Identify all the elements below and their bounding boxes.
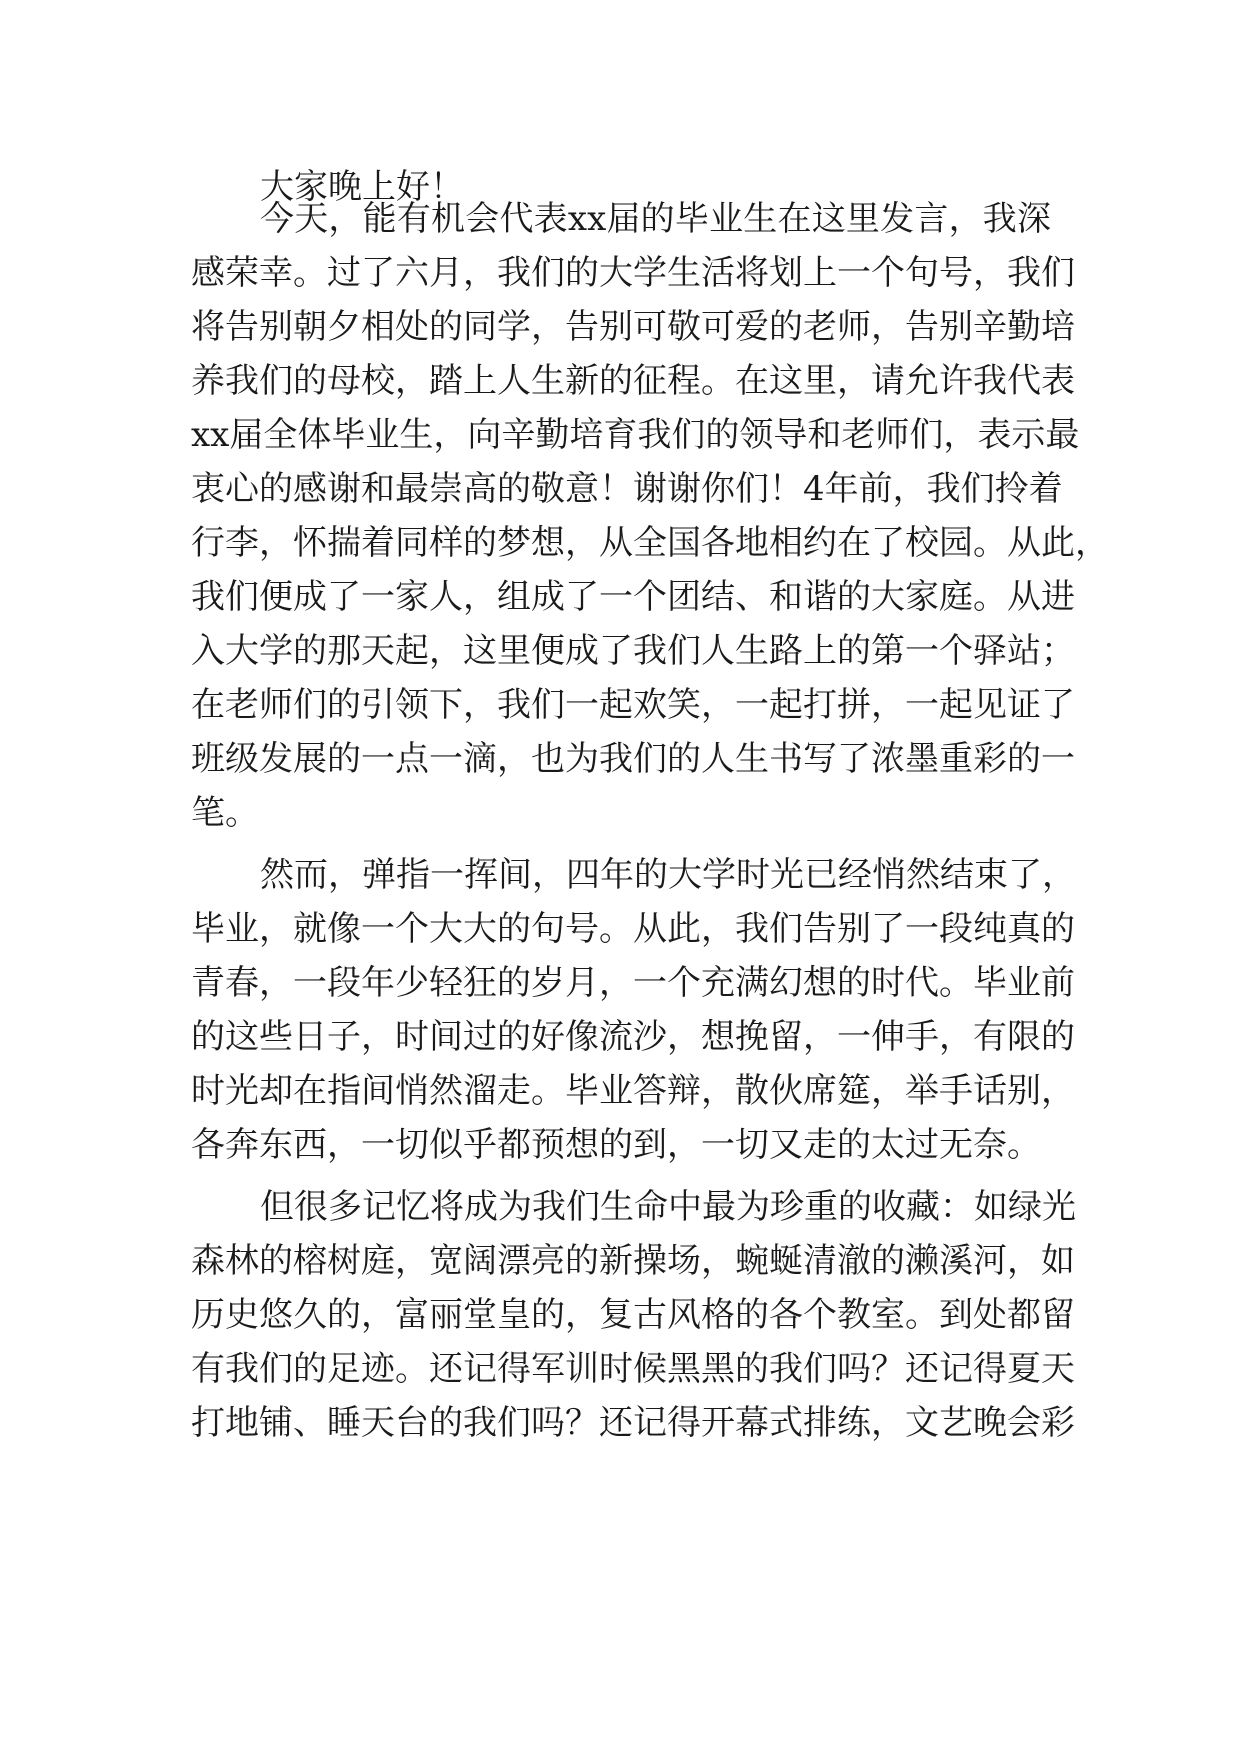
text-line: 班级发展的一点一滴，也为我们的人生书写了浓墨重彩的一	[191, 739, 1075, 779]
text-line: 毕业，就像一个大大的句号。从此，我们告别了一段纯真的	[191, 909, 1075, 949]
text-line: 感荣幸。过了六月，我们的大学生活将划上一个句号，我们	[191, 253, 1075, 293]
text-line: 在老师们的引领下，我们一起欢笑，一起打拼，一起见证了	[191, 685, 1075, 725]
text-line: 打地铺、睡天台的我们吗？还记得开幕式排练，文艺晚会彩	[191, 1403, 1075, 1443]
text-line: 衷心的感谢和最崇高的敬意！谢谢你们！4年前，我们拎着	[191, 469, 1063, 509]
text-line: 历史悠久的，富丽堂皇的，复古风格的各个教室。到处都留	[191, 1295, 1075, 1335]
text-line: 各奔东西，一切似乎都预想的到，一切又走的太过无奈。	[191, 1125, 1041, 1165]
text-line: 养我们的母校，踏上人生新的征程。在这里，请允许我代表	[191, 361, 1075, 401]
text-line: 但很多记忆将成为我们生命中最为珍重的收藏：如绿光	[260, 1187, 1076, 1227]
text-line: 行李，怀揣着同样的梦想，从全国各地相约在了校园。从此，	[191, 523, 1109, 563]
text-line: xx届全体毕业生，向辛勤培育我们的领导和老师们，表示最	[191, 415, 1080, 455]
text-line: 将告别朝夕相处的同学，告别可敬可爱的老师，告别辛勤培	[191, 307, 1075, 347]
text-line: 有我们的足迹。还记得军训时候黑黑的我们吗？还记得夏天	[191, 1349, 1075, 1389]
text-line: 笔。	[191, 793, 259, 833]
text-line: 今天，能有机会代表xx届的毕业生在这里发言，我深	[260, 199, 1051, 239]
text-line: 森林的榕树庭，宽阔漂亮的新操场，蜿蜒清澈的濑溪河，如	[191, 1241, 1075, 1281]
text-line: 的这些日子，时间过的好像流沙，想挽留，一伸手，有限的	[191, 1017, 1075, 1057]
text-line: 时光却在指间悄然溜走。毕业答辩，散伙席筵，举手话别，	[191, 1071, 1075, 1111]
text-line: 入大学的那天起，这里便成了我们人生路上的第一个驿站；	[191, 631, 1075, 671]
text-line: 青春，一段年少轻狂的岁月，一个充满幻想的时代。毕业前	[191, 963, 1075, 1003]
greeting-line: 大家晚上好！	[260, 167, 464, 207]
text-line: 我们便成了一家人，组成了一个团结、和谐的大家庭。从进	[191, 577, 1075, 617]
text-line: 然而，弹指一挥间，四年的大学时光已经悄然结束了，	[260, 855, 1076, 895]
